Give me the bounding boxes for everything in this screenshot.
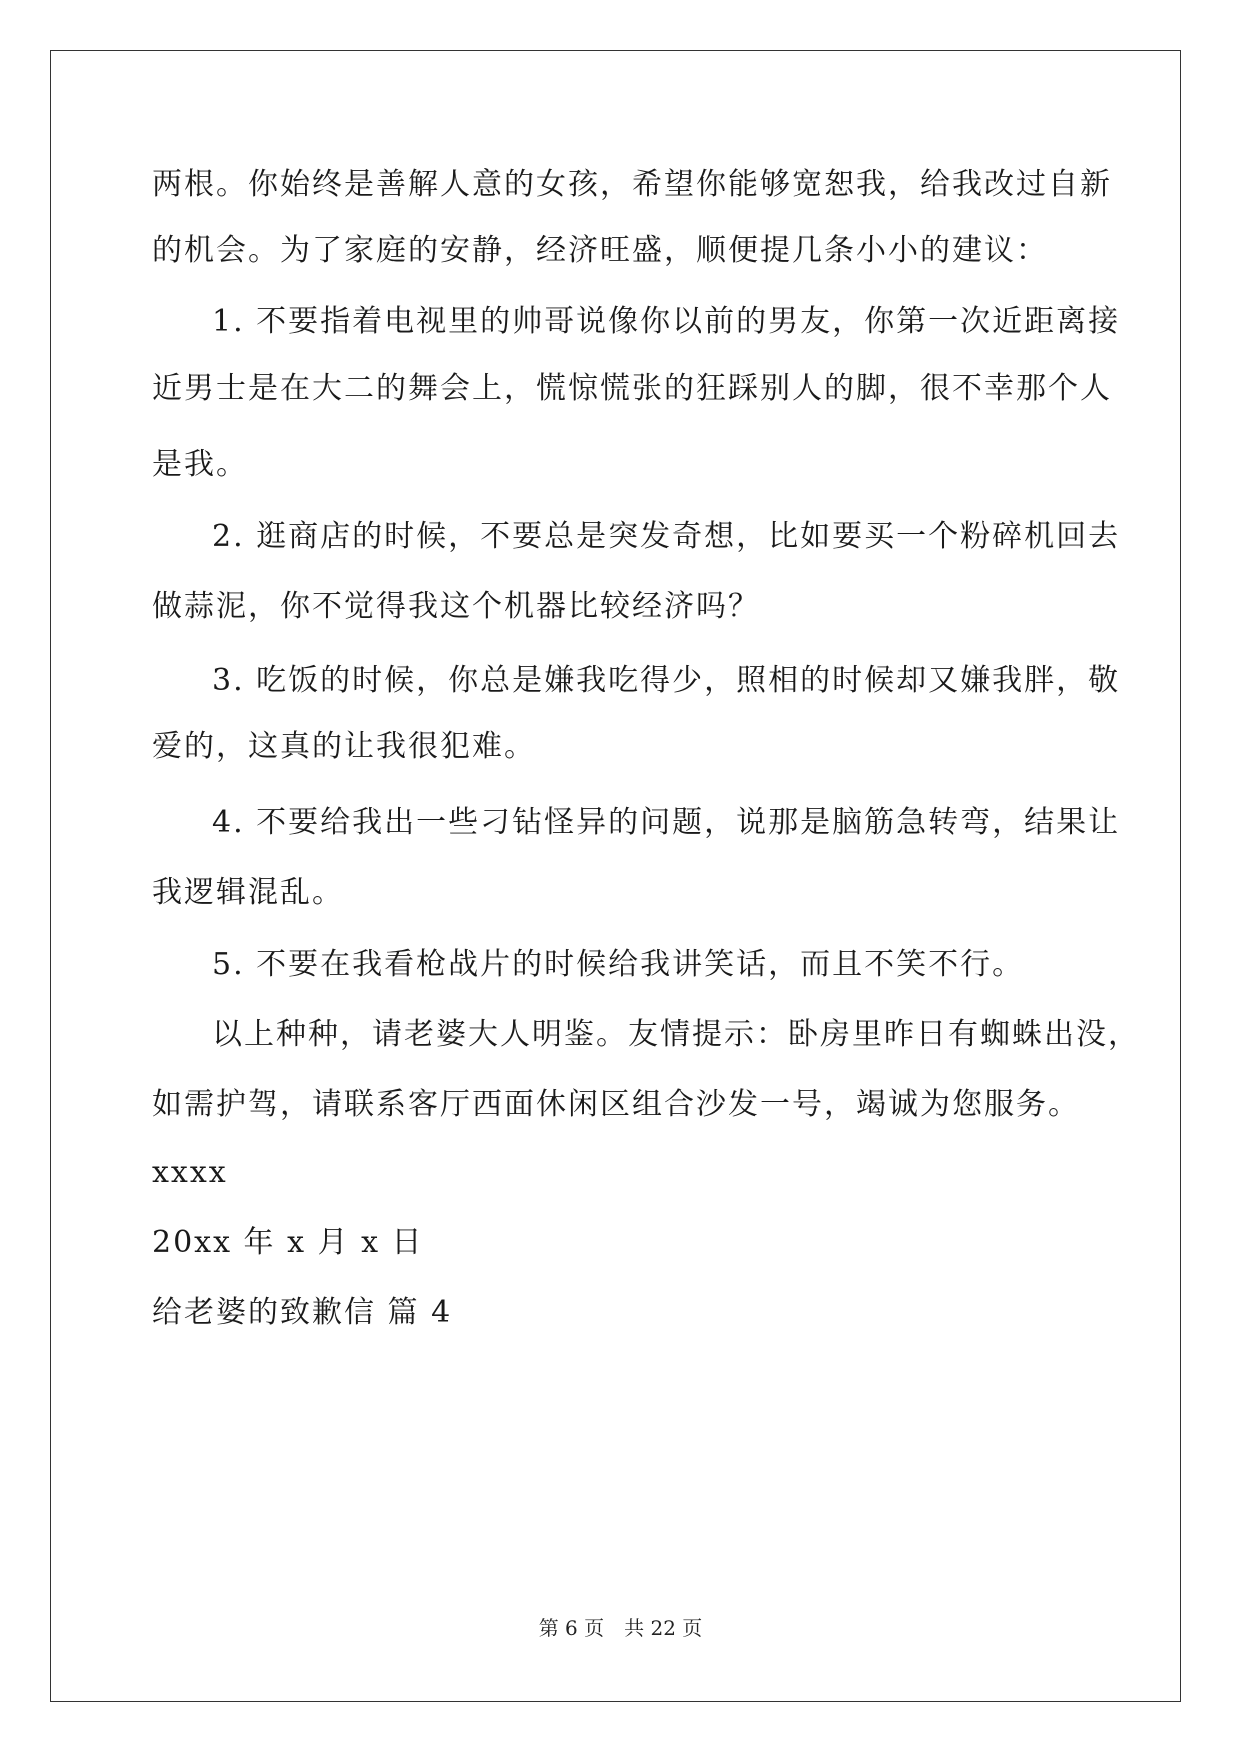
text-line: 的机会。为了家庭的安静，经济旺盛，顺便提几条小小的建议： <box>152 233 1048 268</box>
list-item-3: 3. 吃饭的时候，你总是嫌我吃得少，照相的时候却又嫌我胖，敬 <box>212 663 1121 698</box>
list-item-4: 4. 不要给我出一些刁钻怪异的问题，说那是脑筋急转弯，结果让 <box>212 805 1121 840</box>
date-line: 20xx 年 x 月 x 日 <box>152 1225 424 1260</box>
text-line: 做蒜泥，你不觉得我这个机器比较经济吗？ <box>152 589 760 624</box>
text-line: 是我。 <box>152 447 248 482</box>
text-line: 两根。你始终是善解人意的女孩，希望你能够宽恕我，给我改过自新 <box>152 167 1112 202</box>
page-number: 第 6 页 共 22 页 <box>538 1616 703 1640</box>
list-item-1: 1. 不要指着电视里的帅哥说像你以前的男友，你第一次近距离接 <box>212 304 1121 339</box>
text-line: 近男士是在大二的舞会上，慌惊慌张的狂踩别人的脚，很不幸那个人 <box>152 371 1112 406</box>
section-heading: 给老婆的致歉信 篇 4 <box>152 1295 453 1330</box>
list-item-2: 2. 逛商店的时候，不要总是突发奇想，比如要买一个粉碎机回去 <box>212 519 1121 554</box>
text-line: 爱的，这真的让我很犯难。 <box>152 729 536 764</box>
text-line: 如需护驾，请联系客厅西面休闲区组合沙发一号，竭诚为您服务。 <box>152 1087 1080 1122</box>
list-item-5: 5. 不要在我看枪战片的时候给我讲笑话，而且不笑不行。 <box>212 947 1025 982</box>
closing-paragraph: 以上种种，请老婆大人明鉴。友情提示：卧房里昨日有蜘蛛出没， <box>212 1017 1140 1052</box>
text-line: 我逻辑混乱。 <box>152 875 344 910</box>
signature: xxxx <box>152 1155 228 1190</box>
